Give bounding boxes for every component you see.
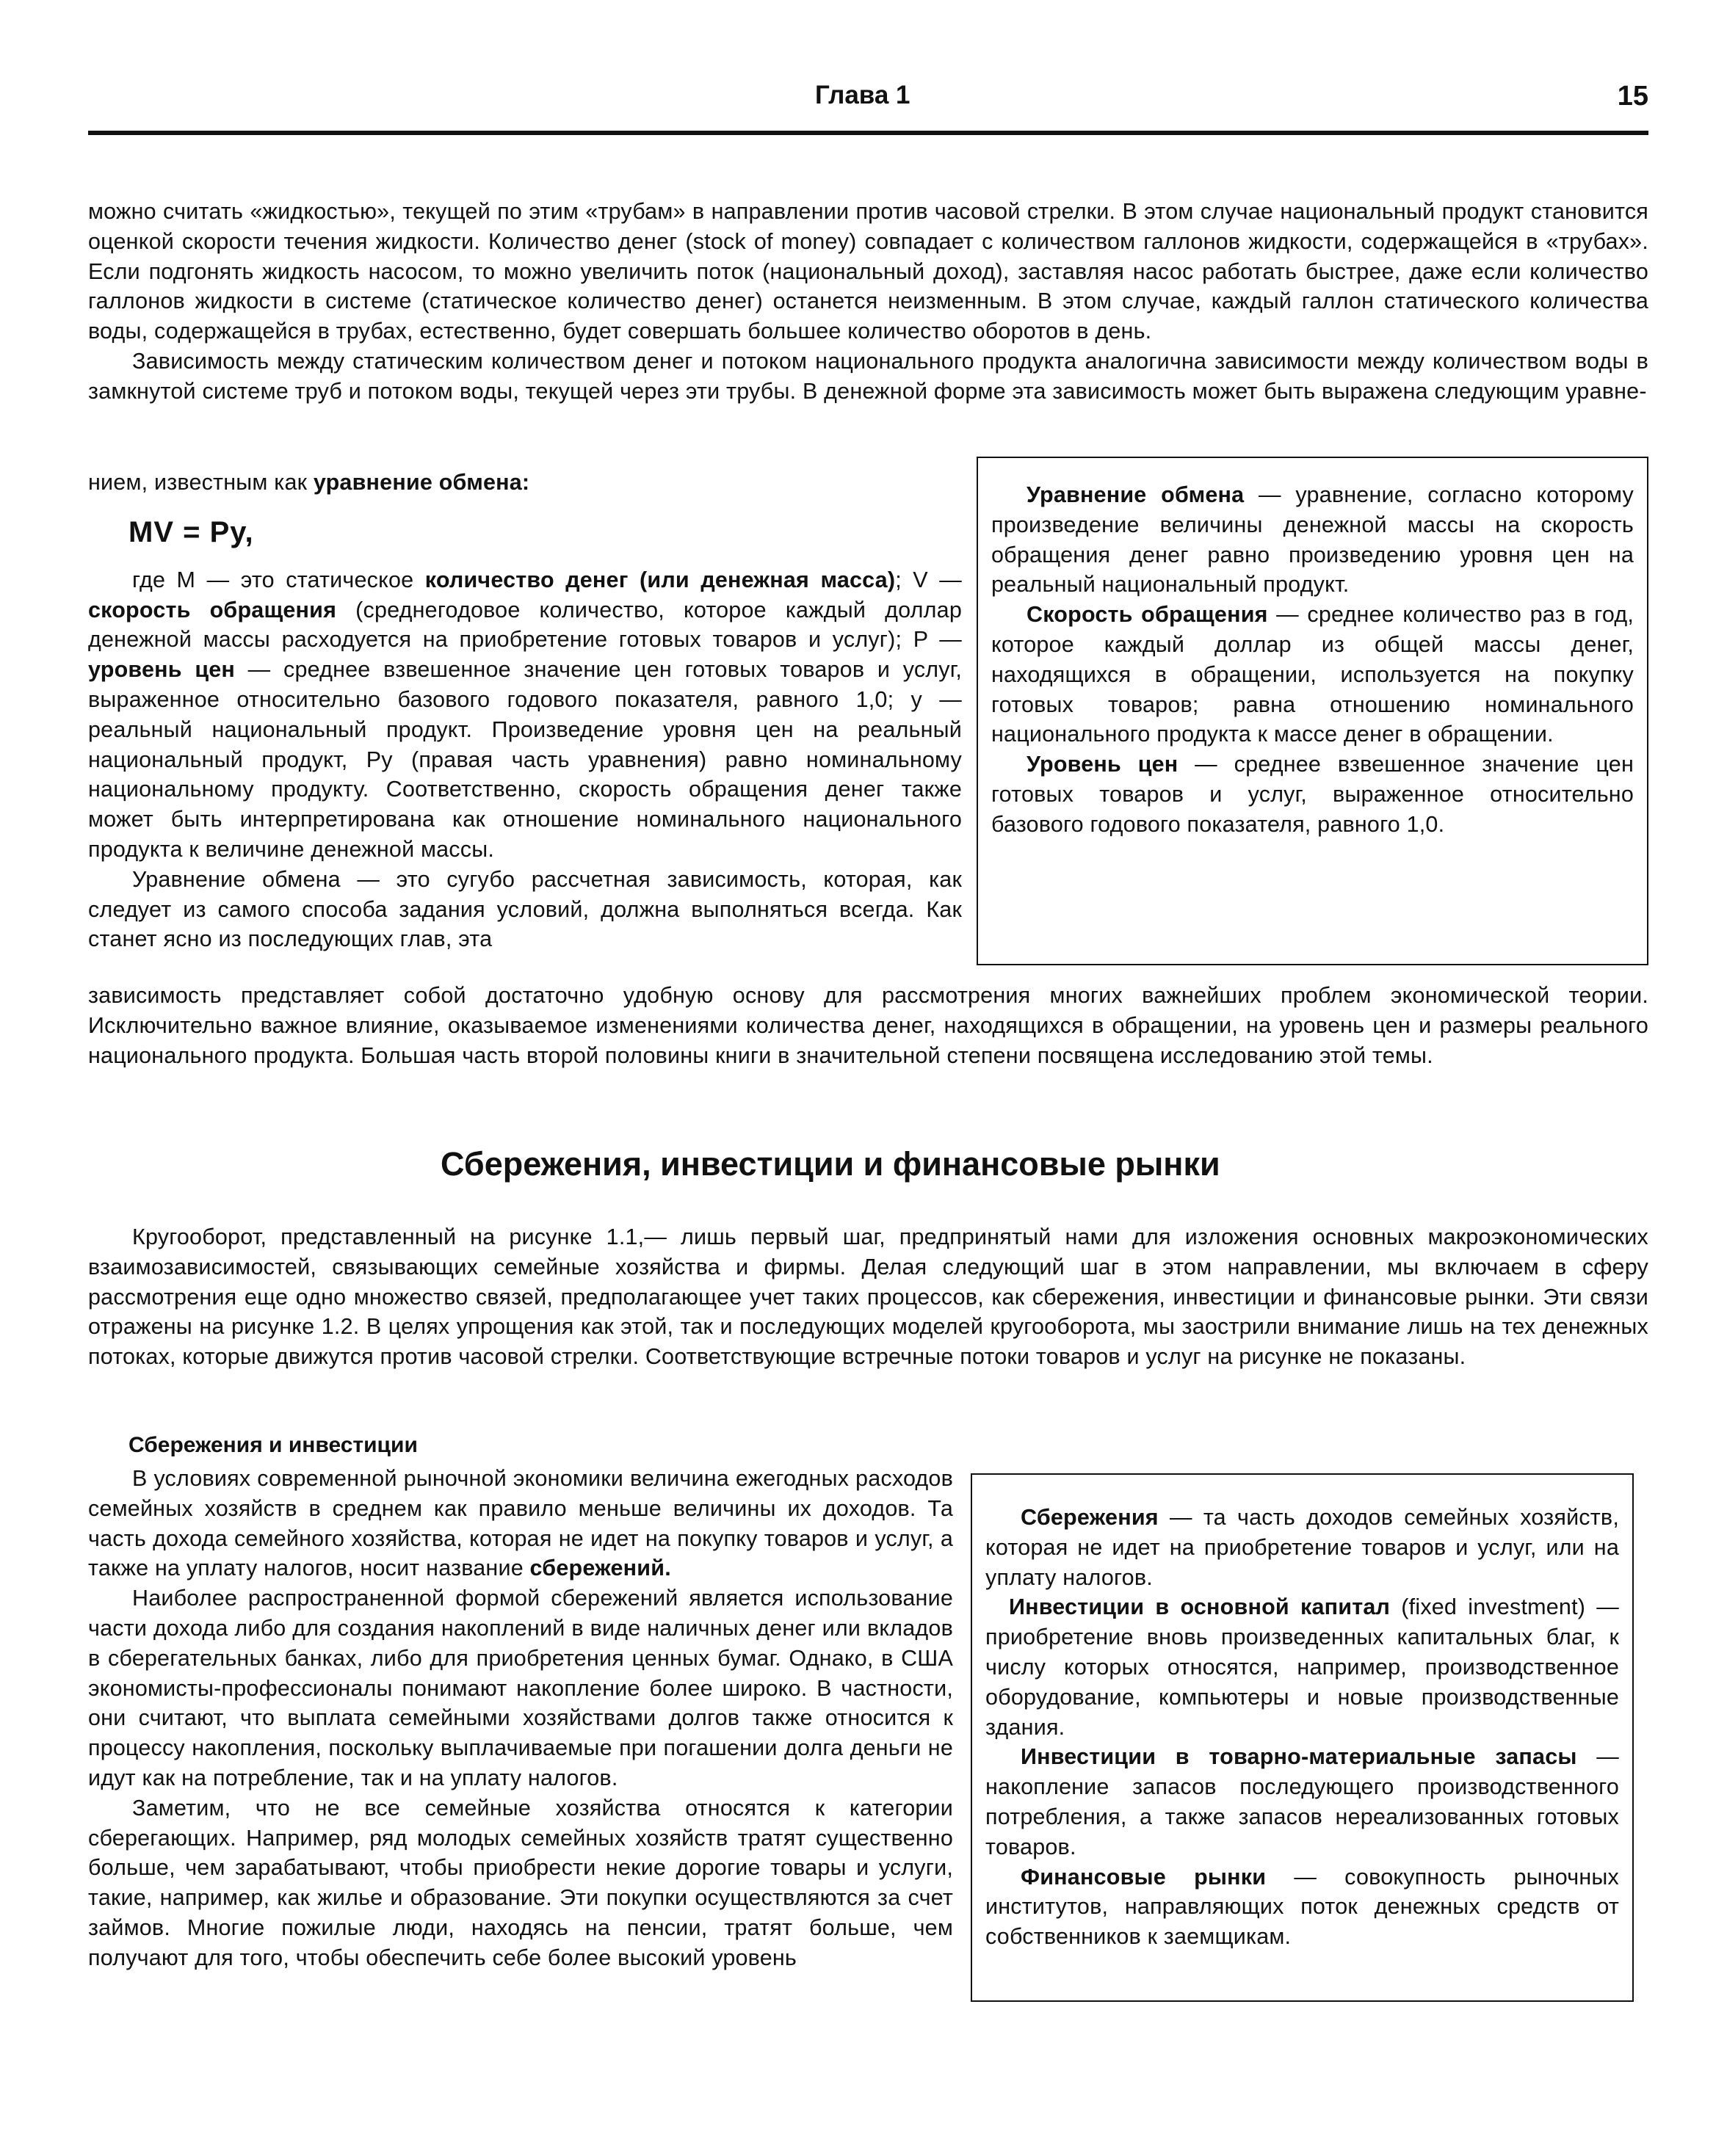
definition-box-1	[977, 457, 1648, 965]
paragraph-savings: В условиях современной рыночной экономики величина ежегодных расходов семейных хозяйств в среднем как правило меньше величины их доходов. Та часть дохода семейного хозяйства, которая не идет на покупку товаров и услуг, а также на уплату налогов, носит название сбережений.	[88, 1466, 953, 1581]
paragraph-where: где M — это статическое количество денег (или денежная масса); V — скорость обращения (среднегодовое количество, которое каждый доллар денежной массы расходуется на приобретение готовых товаров и услуг); P —уровень цен — среднее взвешенное значение цен готовых товаров и услуг, выраженное относительно базового годового показателя, равного 1,0; y — реальный национальный продукт. Произведение уровня цен на реальный национальный продукт, Py (правая часть уравнения) равно номинальному национальному продукту. Соответственно, скорость обращения денег также может быть интерпретирована как отношение номинального национального продукта к величине денежной массы.	[88, 567, 962, 862]
paragraph-liquid: можно считать «жидкостью», текущей по этим «трубам» в направлении против часовой стрелки. В этом случае национальный продукт становится оценкой скорости течения жидкости. Количество денег (stock of money) совпадает с количеством галлонов жидкости, содержащейся в «трубах». Если подгонять жидкость насосом, то можно увеличить поток (национальный доход), заставляя насос работать быстрее, даже если количество галлонов жидкости в системе (статическое количество денег) останется неизменным. В этом случае, каждый галлон статического количества воды, содержащейся в трубах, естественно, будет совершать большее количество оборотов в день.	[88, 199, 1648, 344]
definition-velocity: Скорость обращения — среднее количество раз в год, которое каждый доллар из общей массы денег, находящихся в обращении, используется на покупку готовых товаров; равна отношению номинального национального продукта к массе денег в обращении.	[991, 602, 1634, 747]
paragraph-relation-end: нием, известным как уравнение обмена:	[88, 470, 530, 495]
definition-exchange-equation: Уравнение обмена — уравнение, согласно которому произведение величины денежной массы на скорость обращения денег равно произведению уровня цен на реальный национальный продукт.	[991, 482, 1634, 598]
definition-savings: Сбережения — та часть доходов семейных хозяйств, которая не идет на приобретение товаров и услуг, или на уплату налогов.	[985, 1505, 1619, 1590]
paragraph-relation: Зависимость между статическим количеством денег и потоком национального продукта аналогична зависимости между количеством воды в замкнутой системе труб и потоком воды, текущей через эти трубы. В денежной форме эта зависимость может быть выражена следующим уравне-	[88, 348, 1648, 404]
definition-box-2	[971, 1473, 1634, 2002]
section-intro	[88, 1222, 1648, 1372]
left-column-equation	[88, 468, 962, 954]
exchange-continuation	[88, 981, 1648, 1070]
paragraph-exchange-left: Уравнение обмена — это сугубо рассчетная зависимость, которая, как следует из самого способа задания условий, должна выполняться всегда. Как станет ясно из последующих глав, эта	[88, 866, 962, 952]
paragraph-exchange-full: зависимость представляет собой достаточно удобную основу для рассмотрения многих важнейших проблем экономической теории. Исключительно важное влияние, оказываемое изменениями количества денег, находящихся в обращении, на уровень цен и размеры реального национального продукта. Большая часть второй половины книги в значительной степени посвящена исследованию этой темы.	[88, 983, 1648, 1068]
paragraph-not-all: Заметим, что не все семейные хозяйства относятся к категории сберегающих. Например, ряд молодых семейных хозяйств тратят существенно больше, чем зарабатывают, чтобы приобрести некие дорогие товары и услуги, такие, например, как жилье и образование. Эти покупки осуществляются за счет займов. Многие пожилые люди, находясь на пенсии, тратят больше, чем получают для того, чтобы обеспечить себе более высокий уровень	[88, 1795, 953, 1970]
section-title: Сбережения, инвестиции и финансовые рынки	[441, 1145, 1220, 1183]
left-column-savings	[88, 1464, 953, 1973]
page-header	[88, 81, 1648, 125]
intro-text	[88, 197, 1648, 407]
paragraph-common-form: Наиболее распространенной формой сбережений является использование части дохода либо для создания накоплений в виде наличных денег или вкладов в сберегательных банках, либо для приобретения ценных бумаг. Однако, в США экономисты-профессионалы понимают накопление более широко. В частности, они считают, что выплата семейными хозяйствами долгов также относится к процессу накопления, поскольку выплачиваемые при погашении долга деньги не идут как на потребление, так и на уплату налогов.	[88, 1586, 953, 1790]
definition-financial-markets: Финансовые рынки — совокупность рыночных институтов, направляющих поток денежных средств от собственников к заемщикам.	[985, 1864, 1619, 1950]
subheading-savings: Сбережения и инвестиции	[128, 1433, 418, 1457]
exchange-formula: MV = Py,	[128, 515, 254, 548]
term-exchange-equation: уравнение обмена:	[313, 470, 530, 495]
header-rule	[88, 131, 1648, 135]
definition-price-level: Уровень цен — среднее взвешенное значение цен готовых товаров и услуг, выраженное относительно базового годового показателя, равного 1,0.	[991, 752, 1634, 837]
chapter-title: Глава 1	[815, 81, 910, 109]
definition-inventory-investment: Инвестиции в товарно-материальные запасы — накопление запасов последующего производственного потребления, а также запасов нереализованных готовых товаров.	[985, 1744, 1619, 1859]
page-number: 15	[1617, 81, 1648, 112]
term-savings: сбережений.	[529, 1556, 671, 1581]
definition-fixed-investment: Инвестиции в основной капитал (fixed investment) — приобретение вновь произведенных капитальных благ, к числу которых относятся, например, производственное оборудование, компьютеры и новые производственные здания.	[985, 1594, 1619, 1740]
paragraph-section: Кругооборот, представленный на рисунке 1.1,— лишь первый шаг, предпринятый нами для изложения основных макроэкономических взаимозависимостей, связывающих семейные хозяйства и фирмы. Делая следующий шаг в этом направлении, мы включаем в сферу рассмотрения еще одно множество связей, предполагающее учет таких процессов, как сбережения, инвестиции и финансовые рынки. Эти связи отражены на рисунке 1.2. В целях упрощения как этой, так и последующих моделей кругооборота, мы заострили внимание лишь на тех денежных потоках, которые движутся против часовой стрелки. Соответствующие встречные потоки товаров и услуг на рисунке не показаны.	[88, 1224, 1648, 1370]
